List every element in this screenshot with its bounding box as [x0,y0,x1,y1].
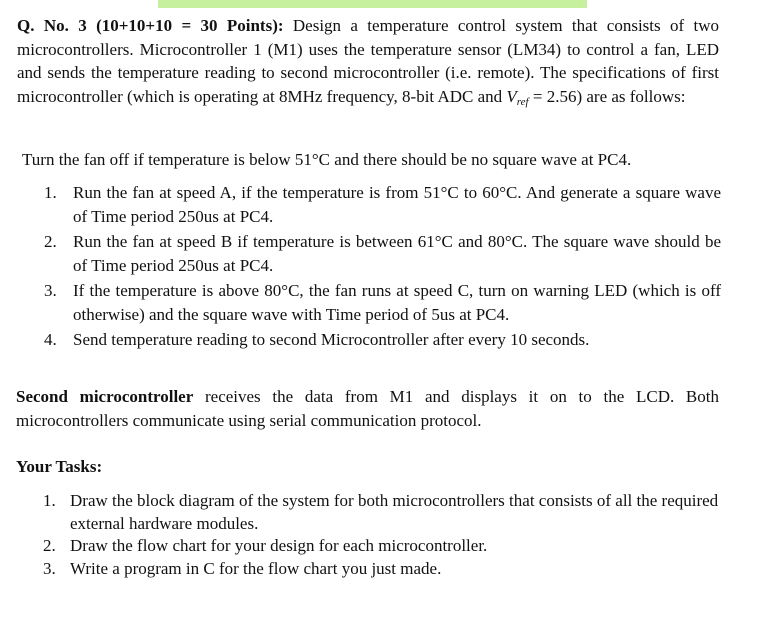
question-label: Q. No. 3 (10+10+10 = 30 Points): [17,16,284,35]
spec-list [40,181,721,353]
list-item: 3. If the temperature is above 80°C, the fan runs at speed C, turn on warning LED (which is off otherwise) and the square wave with Time period of 5us at PC4. [44,281,721,324]
list-item: 3. Write a program in C for the flow chart you just made. [43,558,442,578]
question-paragraph [17,14,719,108]
second-body: receives the data from M1 and displays it on to the LCD. Both microcontrollers communicate using serial communication protocol. [16,387,719,430]
list-item: 1. Run the fan at speed A, if the temperature is from 51°C to 60°C. And generate a square wave of Time period 250us at PC4. [44,183,721,226]
list-item: 2. Draw the flow chart for your design for each microcontroller. [43,536,488,555]
highlight-bar [158,0,587,8]
list-item: 1. Draw the block diagram of the system for both microcontrollers that consists of all the required external hardware modules. [43,491,719,533]
question-body: Design a temperature control system that consists of two microcontrollers. Microcontroller 1 (M1) uses the temperature sensor (LM34) to control a fan, LED and sends the temperature reading to second microcontroller (i.e. remote). The specifications of first microcontroller (which is operating at 8MHz frequency, 8-bit ADC and [17,16,719,106]
list-item: 4. Send temperature reading to second Microcontroller after every 10 seconds. [44,330,590,349]
tasks-heading: Your Tasks: [16,457,103,476]
task-list [40,490,721,580]
vref-symbol: $V_{ref}$ [506,86,529,108]
second-label: Second microcontroller [16,387,194,406]
second-microcontroller-paragraph [16,385,719,433]
list-item: 2. Run the fan at speed B if temperature is between 61°C and 80°C. The square wave should be of Time period 250us at PC4. [44,232,721,275]
vref-value: = 2.56) are as follows: [528,86,686,106]
intro-text: Turn the fan off if temperature is below 51°C and there should be no square wave at PC4. [22,150,632,169]
